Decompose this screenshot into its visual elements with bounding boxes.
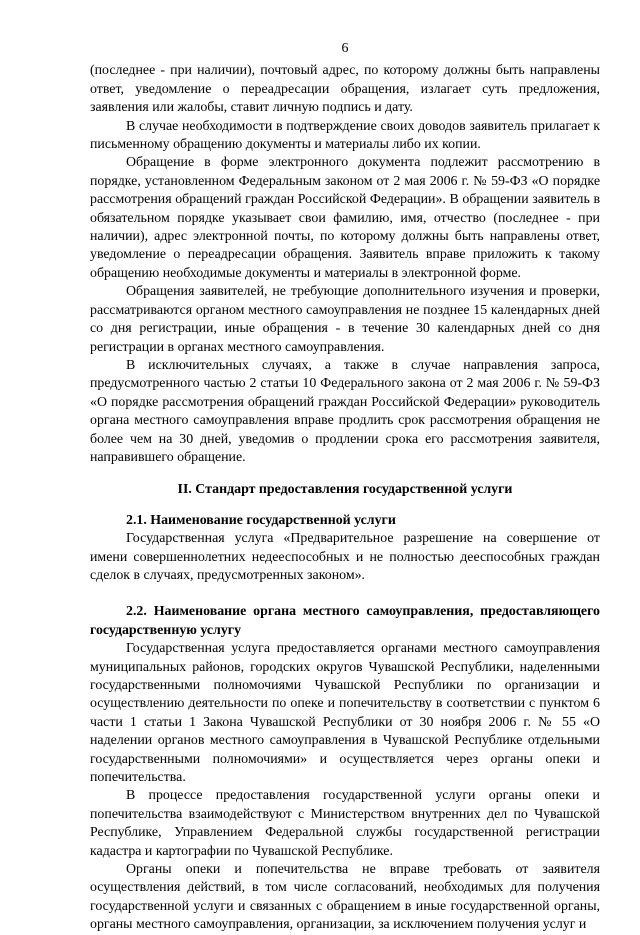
subsection-paragraph-2-2-c: Органы опеки и попечительства не вправе требовать от заявителя осуществления действий, в том числе согласований, необходимых для получения государственной услуги и связанных с обращением в иные государственной органы, органы местного самоуправления, организации, за исключением получения услуг и [90, 862, 600, 933]
document-page [90, 40, 600, 935]
spacer [90, 585, 600, 603]
paragraph-1: (последнее - при наличии), почтовый адрес, по которому должны быть направлены ответ, уведомление о переадресации обращения, излагает суть предложения, заявления или жалобы, ставит личную подпись и дату. [90, 63, 600, 116]
paragraph-3: Обращение в форме электронного документа подлежит рассмотрению в порядке, установленном Федеральным законом от 2 мая 2006 г. № 59-ФЗ «О порядке рассмотрения обращений граждан Российской Федерации». В обращении заявитель в обязательном порядке указывает свои фамилию, имя, отчество (последнее - при наличии), адрес электронной почты, по которому должны быть направлены ответ, уведомление о переадресации обращения. Заявитель вправе приложить к такому обращению необходимые документы и материалы в электронной форме. [90, 155, 600, 281]
paragraph-5: В исключительных случаях, а также в случае направления запроса, предусмотренного частью 2 статьи 10 Федерального закона от 2 мая 2006 г. № 59-ФЗ «О порядке рассмотрения обращений граждан Российской Федерации» руководитель органа местного самоуправления вправе продлить срок рассмотрения обращения не более чем на 30 дней, уведомив о продлении срока его рассмотрения заявителя, направившего обращение. [90, 357, 600, 465]
paragraph-4: Обращения заявителей, не требующие дополнительного изучения и проверки, рассматриваются органом местного самоуправления не позднее 15 календарных дней со дня регистрации, иные обращения - в течение 30 календарных дней со дня регистрации в органах местного самоуправления. [90, 284, 600, 355]
subsection-heading-2-1: 2.1. Наименование государственной услуги [126, 512, 396, 528]
section-title: II. Стандарт предоставления государственной услуги [177, 482, 513, 498]
subsection-paragraph-2-2-b: В процессе предоставления государственной услуги органы опеки и попечительства взаимодействуют с Министерством внутренних дел по Чувашской Республике, Управлением Федеральной службы государственной регистрации кадастра и картографии по Чувашской Республике. [90, 788, 600, 859]
page-number: 6 [341, 41, 349, 56]
paragraph-2: В случае необходимости в подтверждение своих доводов заявитель прилагает к письменному обращению документы и материалы либо их копии. [90, 118, 600, 153]
subsection-heading-2-2: 2.2. Наименование органа местного самоуправления, предоставляющего государственную услугу [90, 604, 600, 638]
subsection-paragraph-2-2-a: Государственная услуга предоставляется органами местного самоуправления муниципальных районов, городских округов Чувашской Республики, наделенными государственными полномочиями Чувашской Республики по организации и осуществлению деятельности по опеке и попечительству в соответствии с пунктом 6 части 1 статьи 1 Закона Чувашской Республики от 30 ноября 2006 г. № 55 «О наделении органов местного самоуправления в Чувашской Республике отдельными государственными полномочиями» и осуществляется через органы опеки и попечительства. [90, 641, 600, 786]
subsection-text-2-1: Государственная услуга «Предварительное разрешение на совершение от имени совершеннолетних недееспособных и не полностью дееспособных граждан сделок в случаях, предусмотренных законом». [90, 531, 600, 583]
